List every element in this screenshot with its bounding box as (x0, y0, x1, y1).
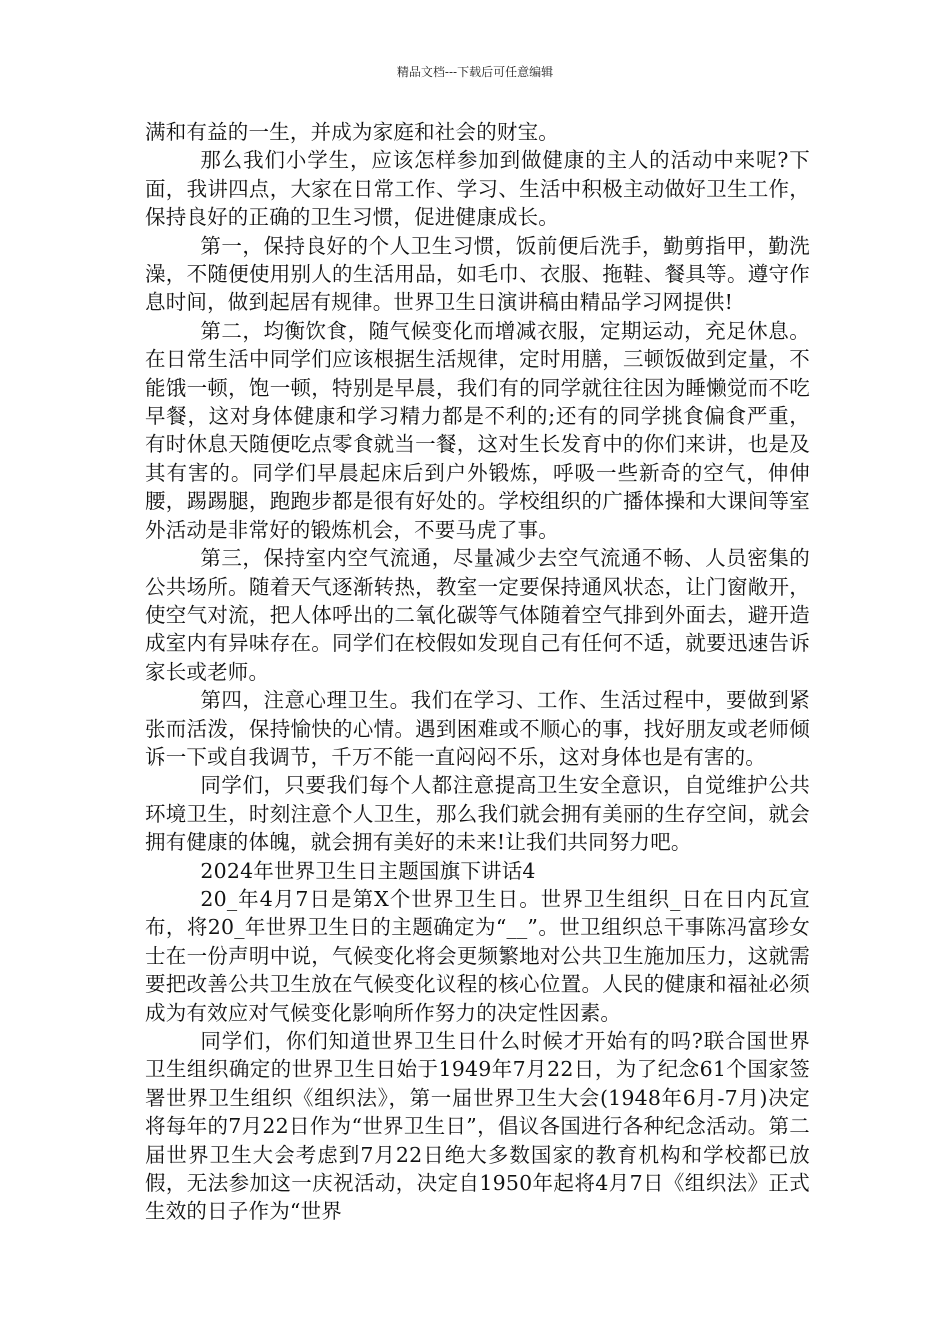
paragraph: 第三，保持室内空气流通，尽量减少去空气流通不畅、人员密集的公共场所。随着天气逐渐转热，教室一定要保持通风状态，让门窗敞开，使空气对流，把人体呼出的二氧化碳等气体随着空气排到外面去，避开造成室内有异味存在。同学们在校假如发现自己有任何不适，就要迅速告诉家长或老师。 (145, 546, 810, 684)
paragraph: 同学们，只要我们每个人都注意提高卫生安全意识，自觉维护公共环境卫生，时刻注意个人卫生，那么我们就会拥有美丽的生存空间，就会拥有健康的体魄，就会拥有美好的未来!让我们共同努力吧。 (145, 773, 810, 855)
paragraph: 第四，注意心理卫生。我们在学习、工作、生活过程中，要做到紧张而活泼，保持愉快的心情。遇到困难或不顺心的事，找好朋友或老师倾诉一下或自我调节，千万不能一直闷闷不乐，这对身体也是有害的。 (145, 688, 810, 769)
paragraph: 第二，均衡饮食，随气候变化而增减衣服，定期运动，充足休息。在日常生活中同学们应该根据生活规律，定时用膳，三顿饭做到定量，不能饿一顿，饱一顿，特别是早晨，我们有的同学就往往因为睡懒觉而不吃早餐，这对身体健康和学习精力都是不利的;还有的同学挑食偏食严重，有时休息天随便吃点零食就当一餐，这对生长发育中的你们来讲，也是及其有害的。同学们早晨起床后到户外锻炼，呼吸一些新奇的空气，伸伸腰，踢踢腿，跑跑步都是很有好处的。学校组织的广播体操和大课间等室外活动是非常好的锻炼机会，不要马虎了事。 (145, 318, 810, 542)
paragraph: 满和有益的一生，并成为家庭和社会的财宝。 (145, 120, 559, 144)
document-body (145, 118, 810, 1226)
section-heading: 2024年世界卫生日主题国旗下讲话4 (200, 858, 536, 883)
page-header: 精品文档---下载后可任意编辑 (396, 65, 554, 79)
paragraph: 同学们，你们知道世界卫生日什么时候才开始有的吗?联合国世界卫生组织确定的世界卫生日始于1949年7月22日，为了纪念61个国家签署世界卫生组织《组织法》，第一届世界卫生大会(1948年6月-7月)决定将每年的7月22日作为“世界卫生日”，倡议各国进行各种纪念活动。第二届世界卫生大会考虑到7月22日绝大多数国家的教育机构和学校都已放假，无法参加这一庆祝活动，决定自1950年起将4月7日《组织法》正式生效的日子作为“世界 (145, 1029, 810, 1224)
paragraph: 那么我们小学生，应该怎样参加到做健康的主人的活动中来呢?下面，我讲四点，大家在日常工作、学习、生活中积极主动做好卫生工作，保持良好的正确的卫生习惯，促进健康成长。 (145, 148, 810, 230)
paragraph: 20_年4月7日是第X个世界卫生日。世界卫生组织_日在日内瓦宣布，将20_年世界卫生日的主题确定为“__”。世卫组织总干事陈冯富珍女士在一份声明中说，气候变化将会更频繁地对公共卫生施加压力，这就需要把改善公共卫生放在气候变化议程的核心位置。人民的健康和福祉必须成为有效应对气候变化影响所作努力的决定性因素。 (145, 886, 810, 1025)
paragraph: 第一，保持良好的个人卫生习惯，饭前便后洗手，勤剪指甲，勤洗澡，不随便使用别人的生活用品，如毛巾、衣服、拖鞋、餐具等。遵守作息时间，做到起居有规律。世界卫生日演讲稿由精品学习网提供! (145, 233, 810, 315)
